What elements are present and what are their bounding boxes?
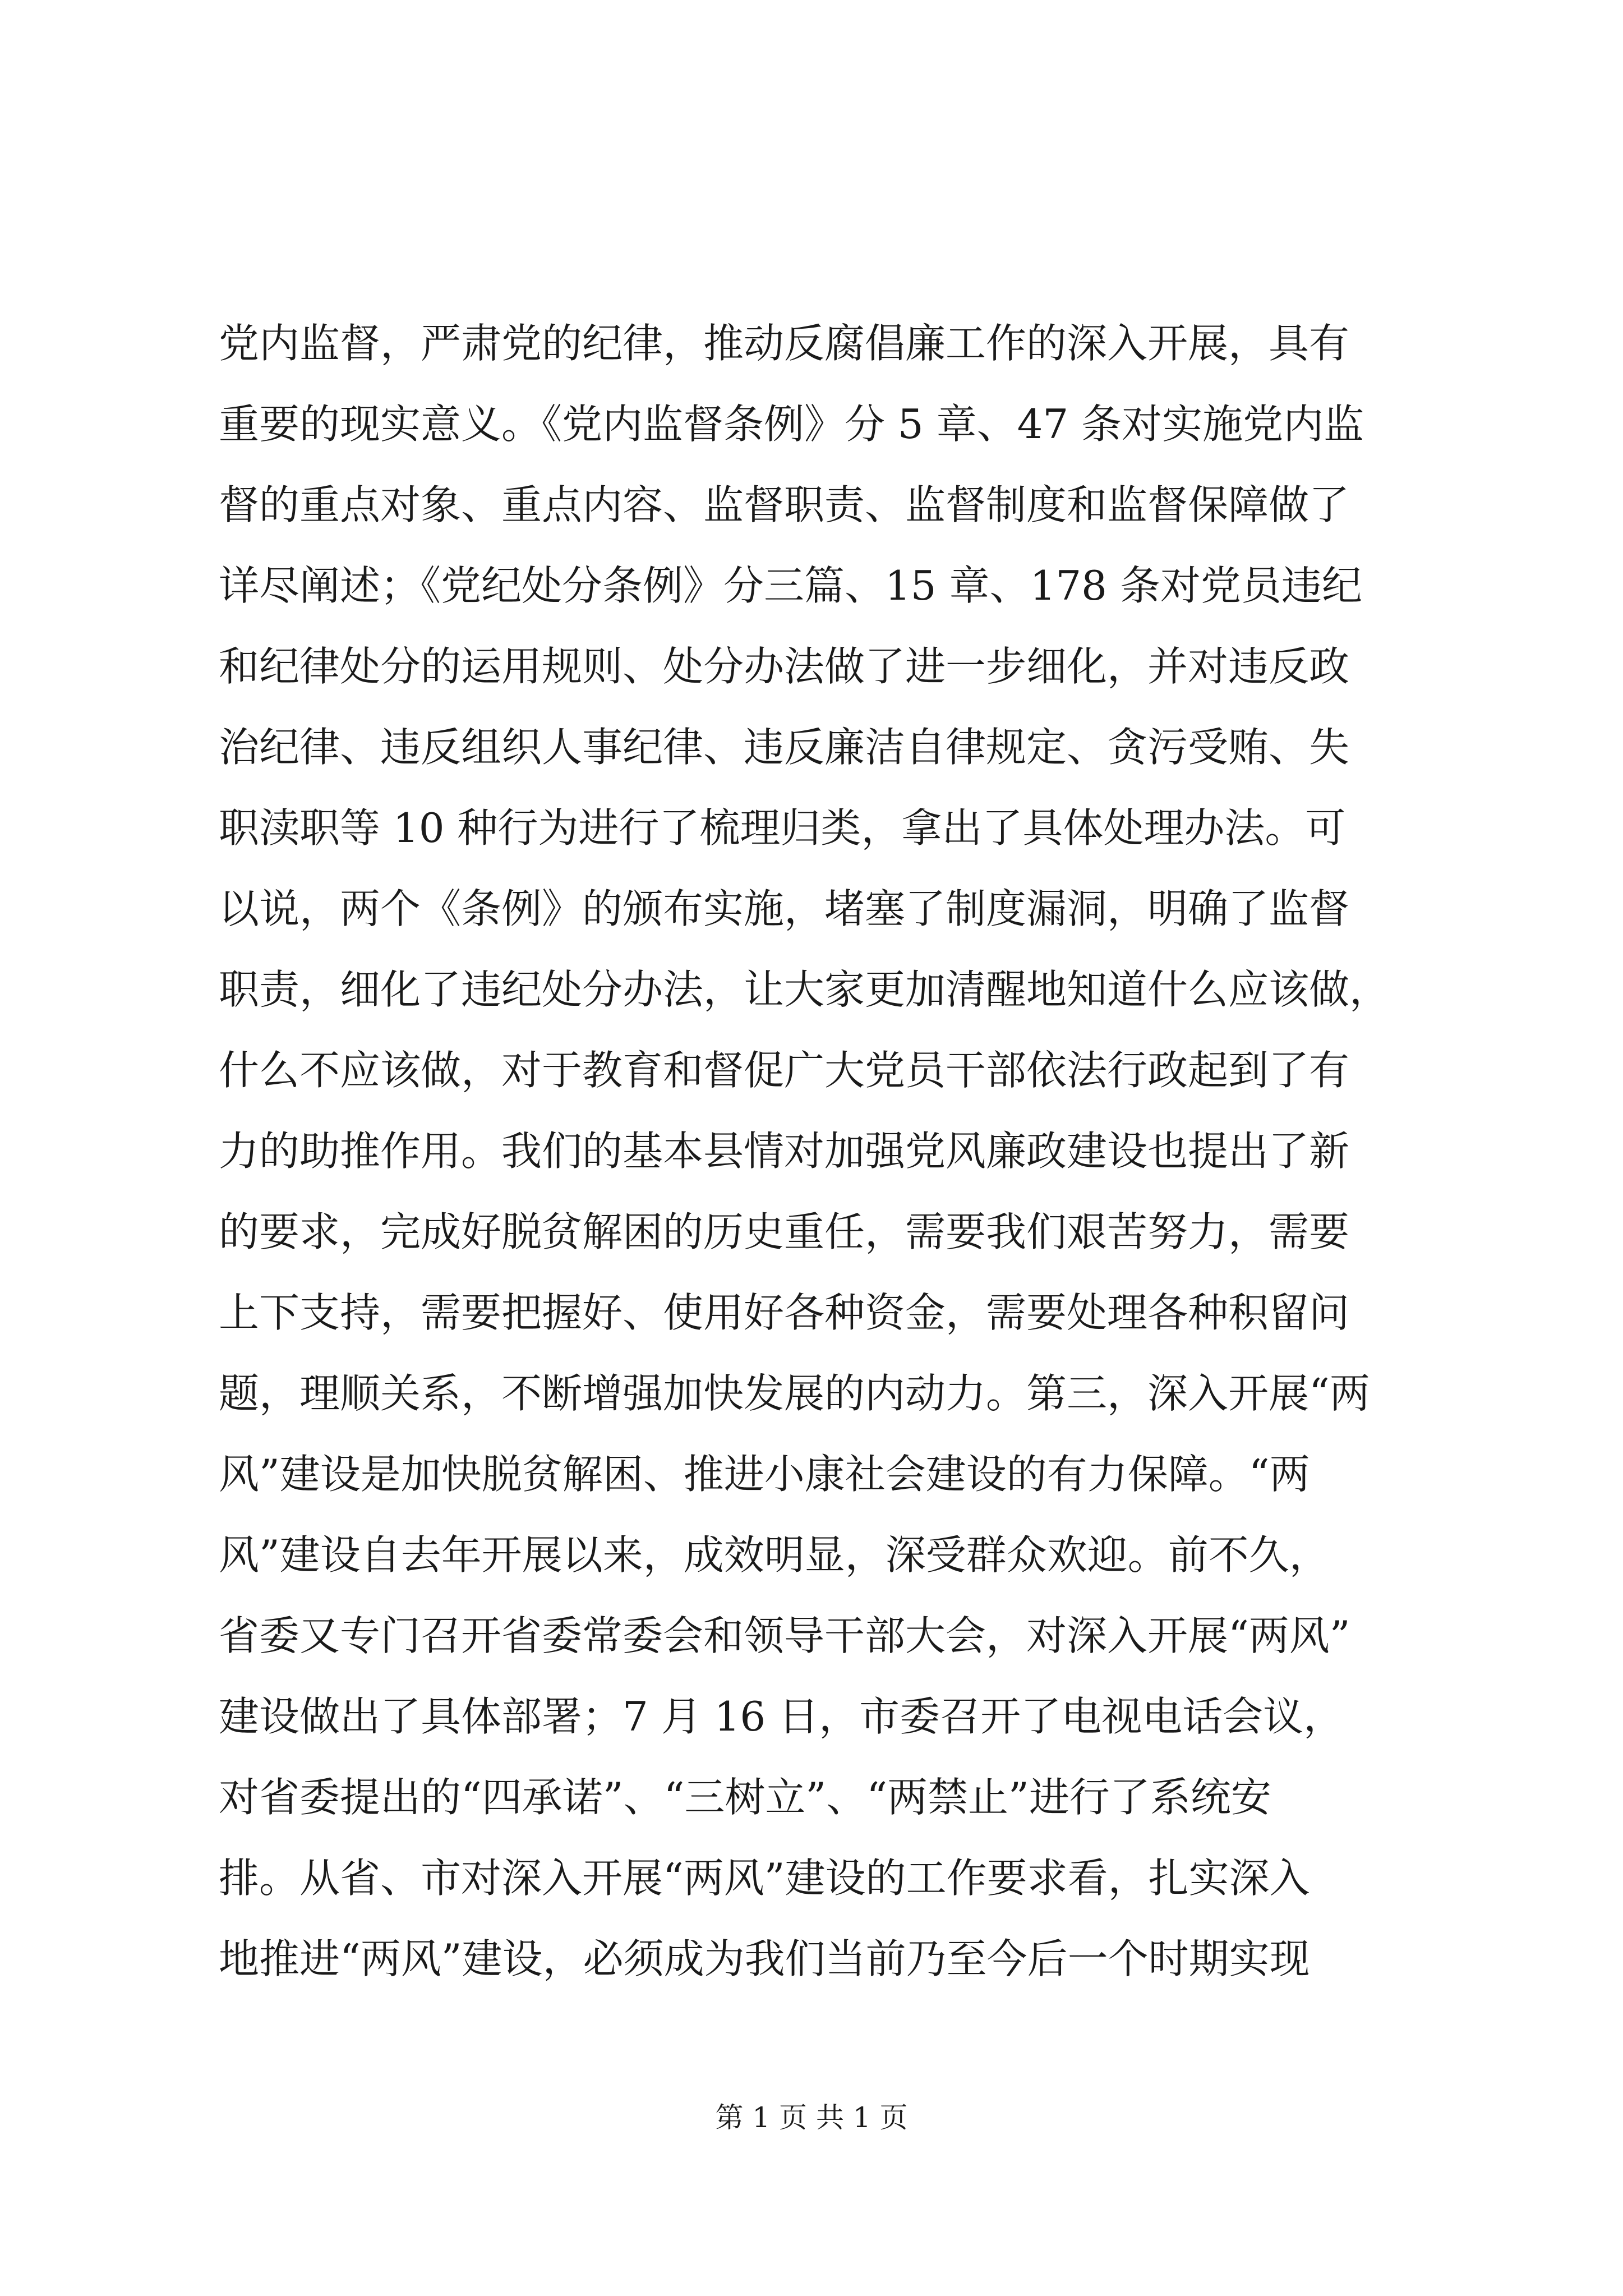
text-line: 上下支持，需要把握好、使用好各种资金，需要处理各种积留问 bbox=[219, 1289, 1350, 1336]
text-line: 的要求，完成好脱贫解困的历史重任，需要我们艰苦努力，需要 bbox=[219, 1208, 1350, 1255]
text-line: 对省委提出的“四承诺”、“三树立”、“两禁止”进行了系统安 bbox=[219, 1774, 1271, 1821]
page-number-label: 第 1 页 共 1 页 bbox=[715, 2101, 908, 2134]
text-line: 治纪律、违反组织人事纪律、违反廉洁自律规定、贪污受贿、失 bbox=[219, 724, 1350, 771]
text-line: 以说，两个《条例》的颁布实施，堵塞了制度漏洞，明确了监督 bbox=[219, 885, 1350, 932]
text-line: 地推进“两风”建设，必须成为我们当前乃至今后一个时期实现 bbox=[219, 1935, 1310, 1982]
text-line: 党内监督，严肃党的纪律，推动反腐倡廉工作的深入开展，具有 bbox=[219, 320, 1350, 367]
text-line: 题，理顺关系，不断增强加快发展的内动力。第三，深入开展“两 bbox=[219, 1370, 1370, 1417]
text-line: 督的重点对象、重点内容、监督职责、监督制度和监督保障做了 bbox=[219, 481, 1350, 528]
text-line: 详尽阐述；《党纪处分条例》分三篇、15 章、178 条对党员违纪 bbox=[219, 562, 1362, 609]
text-line: 什么不应该做，对于教育和督促广大党员干部依法行政起到了有 bbox=[219, 1047, 1350, 1094]
text-line: 风”建设是加快脱贫解困、推进小康社会建设的有力保障。“两 bbox=[219, 1451, 1310, 1498]
text-line: 省委又专门召开省委常委会和领导干部大会，对深入开展“两风” bbox=[219, 1612, 1350, 1659]
body-text bbox=[219, 303, 1430, 1999]
page-footer bbox=[0, 2098, 1623, 2137]
text-line: 职渎职等 10 种行为进行了梳理归类，拿出了具体处理办法。可 bbox=[219, 804, 1346, 852]
text-line: 职责，细化了违纪处分办法，让大家更加清醒地知道什么应该做， bbox=[219, 966, 1390, 1013]
text-line: 和纪律处分的运用规则、处分办法做了进一步细化，并对违反政 bbox=[219, 643, 1350, 690]
text-line: 重要的现实意义。《党内监督条例》分 5 章、47 条对实施党内监 bbox=[219, 401, 1364, 448]
text-line: 力的助推作用。我们的基本县情对加强党风廉政建设也提出了新 bbox=[219, 1128, 1350, 1175]
text-line: 排。从省、市对深入开展“两风”建设的工作要求看，扎实深入 bbox=[219, 1855, 1310, 1902]
text-line: 建设做出了具体部署；7 月 16 日，市委召开了电视电话会议， bbox=[219, 1693, 1344, 1740]
text-line: 风”建设自去年开展以来，成效明显，深受群众欢迎。前不久， bbox=[219, 1531, 1330, 1579]
